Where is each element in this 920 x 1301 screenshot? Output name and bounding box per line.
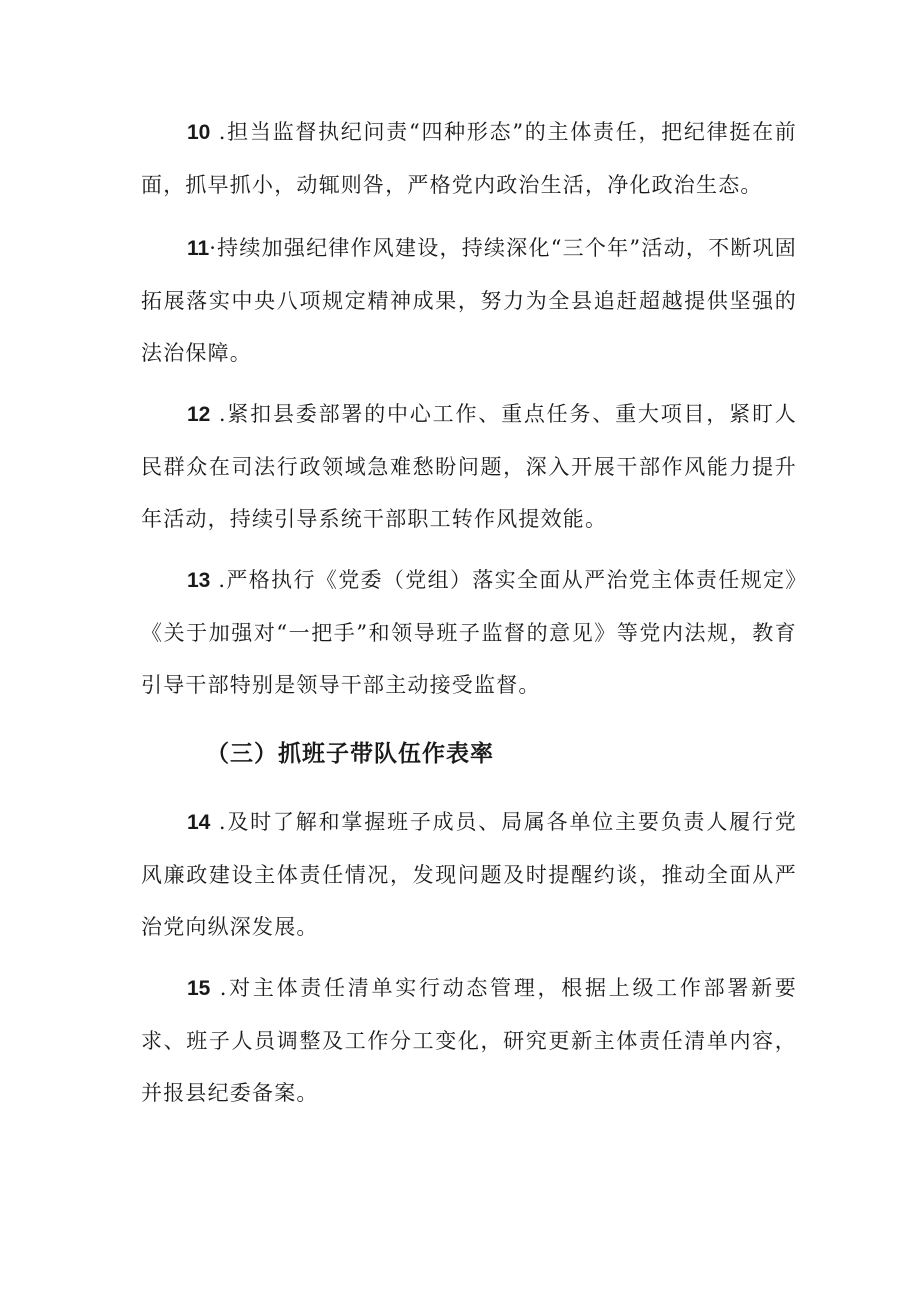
paragraph-10	[141, 106, 797, 211]
item-number: 10	[187, 121, 211, 144]
paragraph-text: .担当监督执纪问责“四种形态”的主体责任，把纪律挺在前面，抓早抓小，动辄则咎，严格党内政治生活，净化政治生态。	[141, 120, 797, 197]
paragraph-15	[141, 962, 797, 1119]
item-number: 13	[187, 569, 211, 592]
item-number: 12	[187, 403, 211, 426]
paragraph-13	[141, 554, 797, 711]
paragraph-14	[141, 796, 797, 953]
paragraph-text: .对主体责任清单实行动态管理，根据上级工作部署新要求、班子人员调整及工作分工变化，研究更新主体责任清单内容，并报县纪委备案。	[141, 976, 797, 1105]
paragraph-12	[141, 388, 797, 545]
item-number: 11	[187, 237, 210, 260]
paragraph-text: .及时了解和掌握班子成员、局属各单位主要负责人履行党风廉政建设主体责任情况，发现问题及时提醒约谈，推动全面从严治党向纵深发展。	[141, 810, 797, 939]
item-number: 15	[187, 977, 211, 1000]
paragraph-11	[141, 222, 797, 379]
paragraph-text: .紧扣县委部署的中心工作、重点任务、重大项目，紧盯人民群众在司法行政领域急难愁盼问题，深入开展干部作风能力提升年活动，持续引导系统干部职工转作风提效能。	[141, 402, 797, 531]
paragraph-text: ·持续加强纪律作风建设，持续深化“三个年”活动，不断巩固拓展落实中央八项规定精神成果，努力为全县追赶超越提供坚强的法治保障。	[141, 236, 797, 365]
section-heading: （三）抓班子带队伍作表率	[206, 741, 494, 767]
paragraph-text: .严格执行《党委（党组）落实全面从严治党主体责任规定》《关于加强对“一把手”和领导班子监督的意见》等党内法规，教育引导干部特别是领导干部主动接受监督。	[141, 568, 797, 697]
item-number: 14	[187, 811, 211, 834]
